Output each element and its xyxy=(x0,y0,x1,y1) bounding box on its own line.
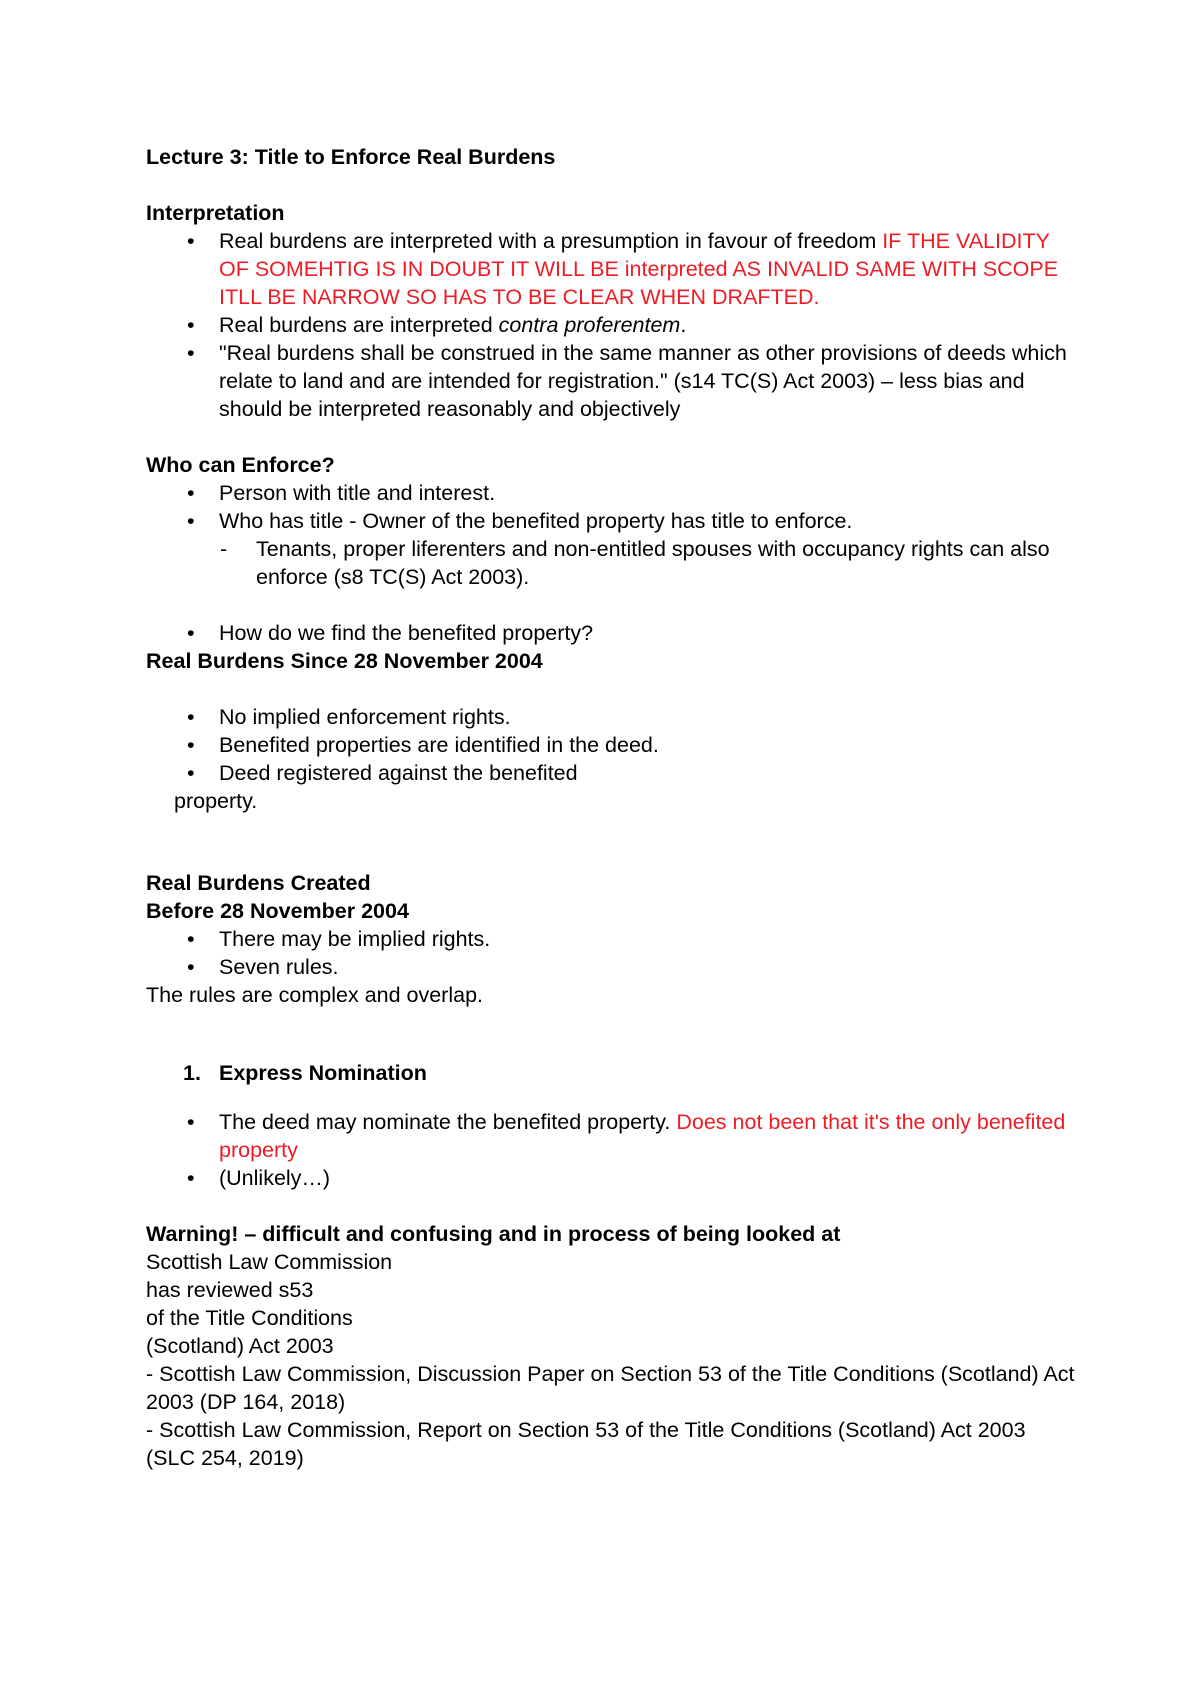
who-list-2 xyxy=(146,619,1076,647)
list-item: • There may be implied rights. xyxy=(146,925,1076,953)
warning-section xyxy=(146,1220,1076,1472)
reference-report: - Scottish Law Commission, Report on Section 53 of the Title Conditions (Scotland) Act 2003 (SLC 254, 2019) xyxy=(146,1418,1026,1470)
latin-term: contra proferentem xyxy=(498,313,681,337)
list-item: • (Unlikely…) xyxy=(146,1164,1076,1192)
rule-number: 1. xyxy=(183,1060,201,1085)
before-2004-subheading: Before 28 November 2004 xyxy=(146,899,409,923)
list-item: • Deed registered against the benefited xyxy=(146,759,1076,787)
list-item: • Benefited properties are identified in the deed. xyxy=(146,731,1076,759)
list-item: • "Real burdens shall be construed in the same manner as other provisions of deeds which relate to land and are intended for registration." (s14 TC(S) Act 2003) – less bias and should be interpreted reasonably and objectively xyxy=(146,339,1076,423)
page-title: Lecture 3: Title to Enforce Real Burdens xyxy=(146,145,556,169)
list-item: • Real burdens are interpreted contra proferentem. xyxy=(146,311,1076,339)
since-2004-heading: Real Burdens Since 28 November 2004 xyxy=(146,649,543,673)
warning-line: Scottish Law Commission xyxy=(146,1250,393,1274)
list-item: • How do we find the benefited property? xyxy=(146,619,1076,647)
list-item: • Seven rules. xyxy=(146,953,1076,981)
interpretation-list xyxy=(146,227,1076,423)
before-2004-heading: Real Burdens Created xyxy=(146,871,371,895)
list-item-continuation: property. xyxy=(174,789,258,813)
rules-note: The rules are complex and overlap. xyxy=(146,983,484,1007)
list-item: • The deed may nominate the benefited property. Does not been that it's the only benefited property xyxy=(146,1108,1076,1164)
warning-heading: Warning! – difficult and confusing and in process of being looked at xyxy=(146,1222,841,1246)
list-item: • Real burdens are interpreted with a presumption in favour of freedom IF THE VALIDITY OF SOMEHTIG IS IN DOUBT IT WILL BE interpreted AS INVALID SAME WITH SCOPE ITLL BE NARROW SO HAS TO BE CLEAR WHEN DRAFTED. xyxy=(146,227,1076,311)
red-annotation: IF THE VALIDITY OF SOMEHTIG IS IN DOUBT IT WILL BE interpreted AS INVALID SAME WITH SCOPE ITLL BE NARROW SO HAS TO BE CLEAR WHEN DRAFTED. xyxy=(219,229,1059,309)
before-2004-section xyxy=(146,869,1076,1009)
who-list xyxy=(146,479,1076,535)
red-annotation: Does not been that it's the only benefited property xyxy=(219,1110,1066,1162)
express-list xyxy=(146,1108,1076,1192)
reference-discussion-paper: - Scottish Law Commission, Discussion Paper on Section 53 of the Title Conditions (Scotland) Act 2003 (DP 164, 2018) xyxy=(146,1362,1075,1414)
warning-line: has reviewed s53 xyxy=(146,1278,314,1302)
list-item: • Who has title - Owner of the benefited property has title to enforce. xyxy=(146,507,1076,535)
before-list xyxy=(146,925,1076,981)
document-body xyxy=(146,143,1076,1472)
express-nomination-section xyxy=(146,1059,1076,1193)
who-can-enforce-heading: Who can Enforce? xyxy=(146,453,335,477)
sub-list-item: - Tenants, proper liferenters and non-entitled spouses with occupancy rights can also enforce (s8 TC(S) Act 2003). xyxy=(146,535,1076,591)
since-list xyxy=(146,703,1076,787)
warning-line: of the Title Conditions xyxy=(146,1306,353,1330)
who-can-enforce-section xyxy=(146,451,1076,647)
interpretation-section xyxy=(146,199,1076,423)
list-item: • No implied enforcement rights. xyxy=(146,703,1076,731)
since-2004-section xyxy=(146,647,1076,815)
warning-line: (Scotland) Act 2003 xyxy=(146,1334,334,1358)
list-item: • Person with title and interest. xyxy=(146,479,1076,507)
interpretation-heading: Interpretation xyxy=(146,201,285,225)
express-nomination-heading: 1. Express Nomination xyxy=(183,1060,427,1085)
who-sublist xyxy=(146,535,1076,591)
